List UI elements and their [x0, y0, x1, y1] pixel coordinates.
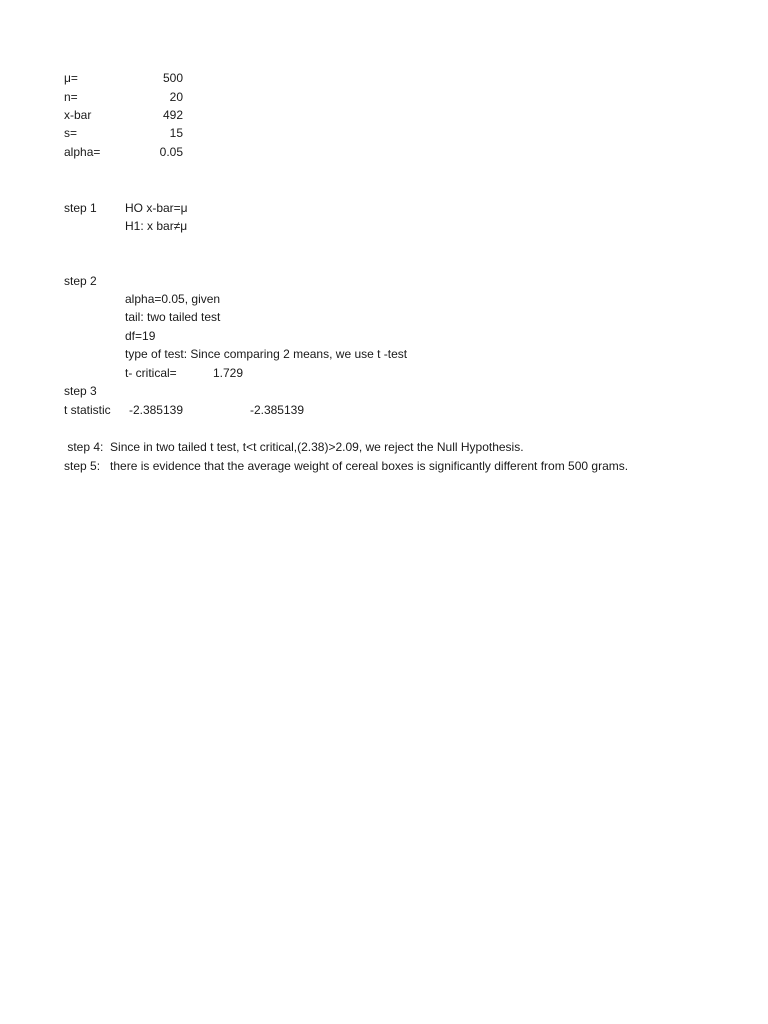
- mu-value: 500: [162, 71, 183, 85]
- n-label: n=: [64, 90, 78, 104]
- step2-label: step 2: [64, 274, 97, 288]
- t-critical-value: 1.729: [212, 366, 243, 380]
- s-value: 15: [169, 126, 183, 140]
- alpha-given: alpha=0.05, given: [125, 292, 221, 306]
- t-statistic-value-copy: -2.385139: [249, 403, 304, 417]
- step4-conclusion: step 4: Since in two tailed t test, t<t critical,(2.38)>2.09, we reject the Null Hypothesis.: [64, 440, 524, 454]
- tail-type: tail: two tailed test: [125, 310, 221, 324]
- t-statistic-label: t statistic: [64, 403, 111, 417]
- null-hypothesis: HO x-bar=μ: [125, 201, 188, 215]
- mu-label: μ=: [64, 71, 78, 85]
- alpha-value: 0.05: [159, 145, 183, 159]
- step1-label: step 1: [64, 201, 97, 215]
- degrees-of-freedom: df=19: [125, 329, 156, 343]
- s-label: s=: [64, 126, 78, 140]
- xbar-label: x-bar: [64, 108, 92, 122]
- t-critical-label: t- critical=: [125, 366, 177, 380]
- step3-label: step 3: [64, 384, 97, 398]
- t-statistic-value: -2.385139: [128, 403, 183, 417]
- n-value: 20: [169, 90, 183, 104]
- step5-interpretation: step 5: there is evidence that the average weight of cereal boxes is significantly different from 500 grams.: [64, 459, 629, 473]
- alpha-label: alpha=: [64, 145, 101, 159]
- alt-hypothesis: H1: x bar≠μ: [125, 219, 188, 233]
- xbar-value: 492: [162, 108, 183, 122]
- test-type: type of test: Since comparing 2 means, we use t -test: [125, 347, 408, 361]
